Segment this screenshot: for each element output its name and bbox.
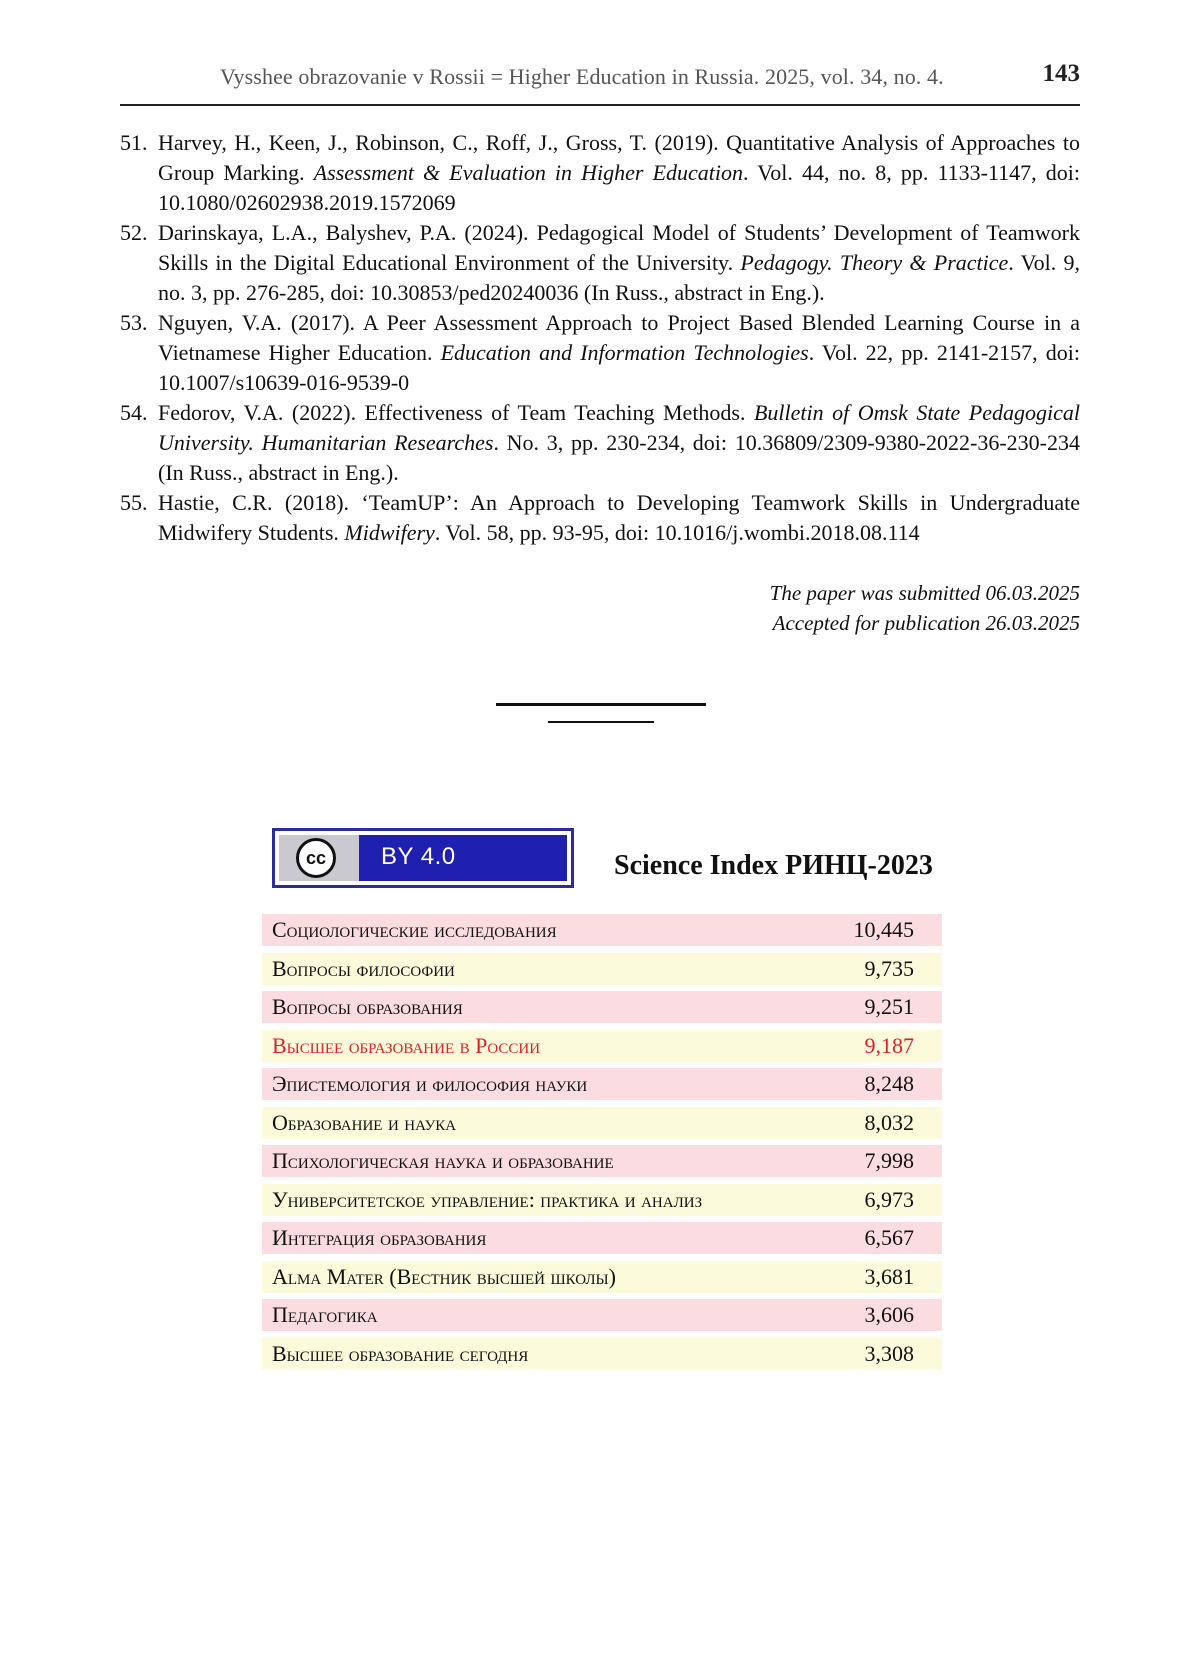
- section-divider-long: [496, 703, 706, 706]
- reference-number: 51.: [120, 130, 148, 155]
- reference-text: Harvey, H., Keen, J., Robinson, C., Roff, J., Gross, T. (2019). Quantitative Analysis of Approaches to Group Marking.: [158, 130, 1080, 185]
- reference-text: Fedorov, V.A. (2022). Effectiveness of Team Teaching Methods.: [158, 400, 754, 425]
- reference-item: [120, 308, 1080, 398]
- science-index-table: [262, 914, 942, 1376]
- journal-name: Педагогика: [272, 1302, 378, 1327]
- journal-name: Образование и наука: [272, 1109, 457, 1135]
- journal-index-value: 8,032: [864, 1109, 914, 1135]
- journal-index-value: 10,445: [853, 917, 914, 942]
- journal-name: Эпистемология и философия науки: [272, 1071, 588, 1096]
- journal-index-value: 9,735: [864, 955, 914, 981]
- journal-name: Психологическая наука и образование: [272, 1148, 614, 1173]
- journal-name: Вопросы образования: [272, 994, 463, 1019]
- license-label: BY 4.0: [381, 843, 456, 870]
- science-index-row: [262, 953, 942, 985]
- journal-index-value: 9,187: [864, 1032, 914, 1058]
- reference-text: Darinskaya, L.A., Balyshev, P.A. (2024). Pedagogical Model of Students’ Development of Teamwork Skills in the Digital Educational Environment of the University.: [158, 220, 1080, 275]
- science-index-row: [262, 991, 942, 1023]
- running-header: [120, 58, 1080, 106]
- reference-details: . No. 3, pp. 230-234, doi: 10.36809/2309-9380-2022-36-230-234 (In Russ., abstract in Eng.).: [158, 430, 1081, 485]
- journal-name: Университетское управление: практика и анализ: [272, 1186, 703, 1212]
- science-index-row: [262, 1107, 942, 1139]
- reference-text: Nguyen, V.A. (2017). A Peer Assessment Approach to Project Based Blended Learning Course in a Vietnamese Higher Education.: [158, 310, 1080, 365]
- section-divider-short: [548, 721, 654, 723]
- science-index-row: [262, 1222, 942, 1254]
- science-index-row: [262, 1261, 942, 1293]
- reference-journal: Midwifery: [344, 520, 435, 545]
- science-index-row: [262, 1145, 942, 1177]
- journal-index-value: 6,567: [864, 1225, 914, 1250]
- reference-details: . Vol. 58, pp. 93-95, doi: 10.1016/j.wombi.2018.08.114: [434, 520, 920, 545]
- reference-item: [120, 128, 1080, 218]
- reference-item: [120, 488, 1080, 548]
- science-index-row: [262, 1338, 942, 1370]
- reference-item: [120, 398, 1080, 488]
- creative-commons-icon: cc: [296, 838, 336, 878]
- journal-name: Интеграция образования: [272, 1225, 487, 1250]
- journal-index-value: 6,973: [864, 1186, 914, 1212]
- journal-name: Alma Mater (Вестник высшей школы): [272, 1263, 616, 1289]
- cc-badge-background: [279, 835, 567, 881]
- reference-journal: Education and Information Technologies: [440, 340, 809, 365]
- reference-number: 53.: [120, 310, 148, 335]
- reference-text: Hastie, C.R. (2018). ‘TeamUP’: An Approach to Developing Teamwork Skills in Undergraduate Midwifery Students.: [158, 490, 1080, 545]
- science-index-row: [262, 1068, 942, 1100]
- submitted-date: The paper was submitted 06.03.2025: [769, 581, 1080, 605]
- science-index-title: Science Index РИНЦ-2023: [614, 850, 933, 881]
- submission-dates: [770, 578, 1080, 638]
- journal-index-value: 3,308: [864, 1340, 914, 1366]
- running-title: Vysshee obrazovanie v Rossii = Higher Education in Russia. 2025, vol. 34, no. 4.: [220, 64, 944, 89]
- reference-details: . Vol. 22, pp. 2141-2157, doi: 10.1007/s10639-016-9539-0: [158, 340, 1080, 395]
- journal-name: Высшее образование в России: [272, 1032, 541, 1058]
- page-number: 143: [1042, 60, 1080, 87]
- reference-number: 55.: [120, 490, 148, 515]
- journal-name: Высшее образование сегодня: [272, 1340, 529, 1366]
- science-index-row: [262, 914, 942, 946]
- science-index-row: [262, 1030, 942, 1062]
- reference-details: . Vol. 44, no. 8, pp. 1133-1147, doi: 10.1080/02602938.2019.1572069: [158, 160, 1081, 215]
- journal-name: Вопросы философии: [272, 955, 455, 981]
- reference-journal: Pedagogy. Theory & Practice: [740, 250, 1009, 275]
- reference-details: . Vol. 9, no. 3, pp. 276-285, doi: 10.30853/ped20240036 (In Russ., abstract in Eng.).: [158, 250, 1081, 305]
- reference-item: [120, 218, 1080, 308]
- journal-index-value: 7,998: [864, 1148, 914, 1173]
- journal-index-value: 3,681: [864, 1263, 914, 1289]
- cc-badge-left-panel: [279, 835, 359, 881]
- cc-license-badge: [272, 828, 574, 888]
- journal-index-value: 8,248: [864, 1071, 914, 1096]
- reference-journal: Assessment & Evaluation in Higher Education: [313, 160, 744, 185]
- science-index-row: [262, 1184, 942, 1216]
- reference-number: 54.: [120, 400, 148, 425]
- science-index-row: [262, 1299, 942, 1331]
- journal-index-value: 3,606: [864, 1302, 914, 1327]
- journal-index-value: 9,251: [864, 994, 914, 1019]
- reference-journal: Bulletin of Omsk State Pedagogical University. Humanitarian Researches: [158, 400, 1080, 455]
- journal-name: Социологические исследования: [272, 917, 557, 942]
- accepted-date: Accepted for publication 26.03.2025: [772, 611, 1080, 635]
- reference-list: [120, 128, 1080, 548]
- reference-number: 52.: [120, 220, 148, 245]
